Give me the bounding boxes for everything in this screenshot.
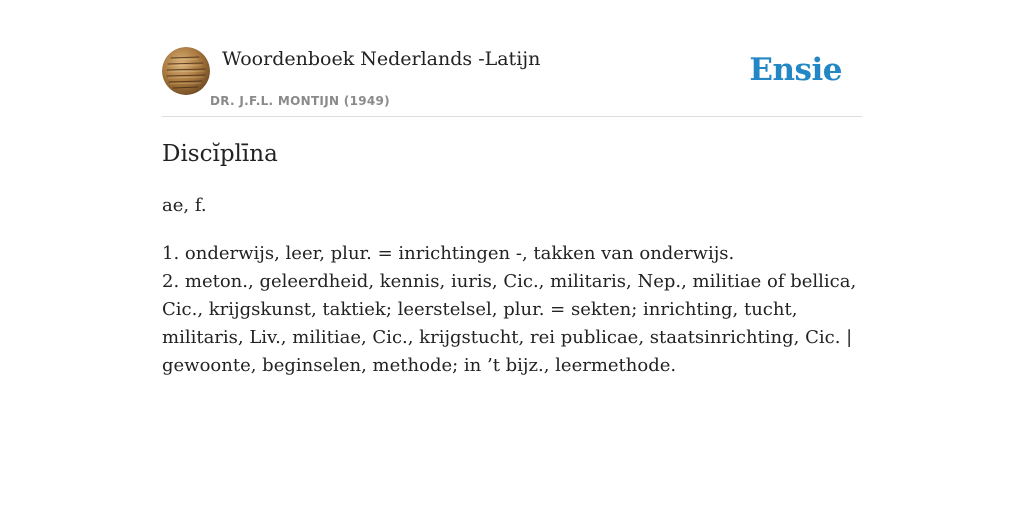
entry-definitions <box>162 240 862 380</box>
definition-item: 2. meton., geleerdheid, kennis, iuris, Cic., militaris, Nep., militiae of bellica, Cic., krijgskunst, taktiek; leerstelsel, plur. = sekten; inrichting, tucht, militaris, Liv., militiae, Cic., krijgstucht, rei publicae, staatsinrichting, Cic. | gewoonte, beginselen, methode; in ’t bijz., leermethode. <box>162 271 857 376</box>
entry-headword: Discĭplīna <box>162 141 278 167</box>
dictionary-avatar-icon[interactable] <box>162 47 210 95</box>
dictionary-author: DR. J.F.L. MONTIJN (1949) <box>210 94 390 108</box>
dictionary-header <box>162 44 862 117</box>
inscription-coin-icon <box>162 47 210 95</box>
ensie-logo-link[interactable]: Ensie <box>749 52 842 88</box>
definition-item: 1. onderwijs, leer, plur. = inrichtingen -, takken van onderwijs. <box>162 243 735 264</box>
entry-grammar: ae, f. <box>162 195 207 216</box>
dictionary-title[interactable]: Woordenboek Nederlands -Latijn <box>222 48 541 70</box>
